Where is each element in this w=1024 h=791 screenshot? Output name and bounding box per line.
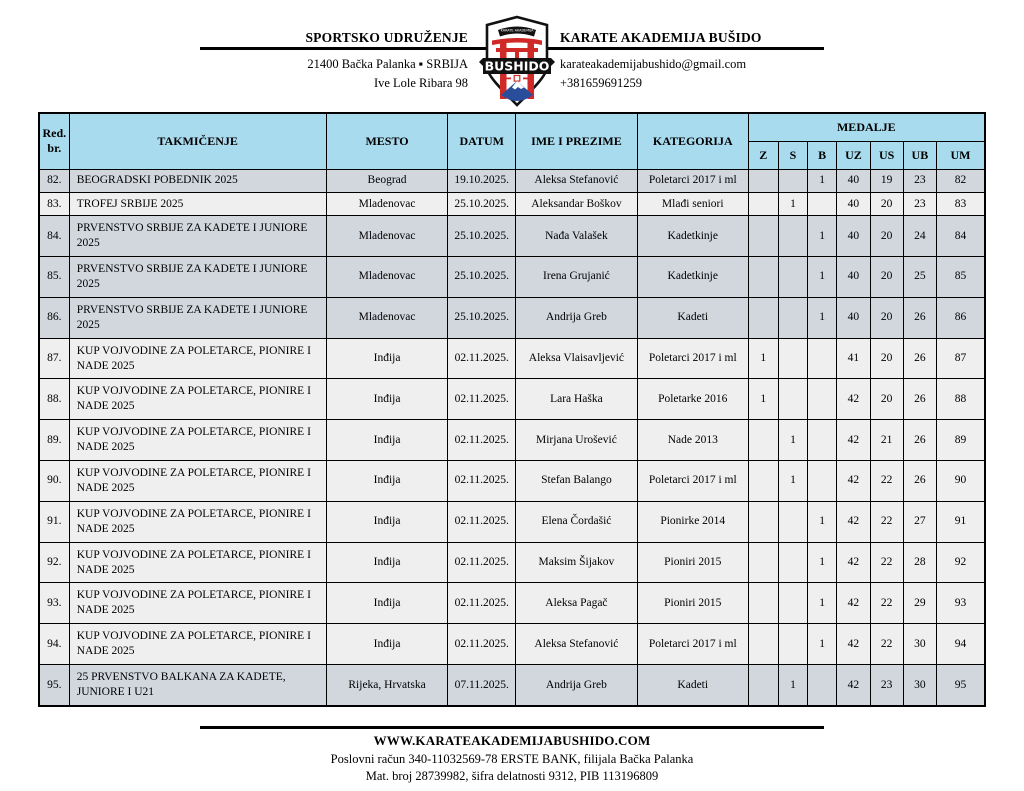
cell-takmicenje: 25 PRVENSTVO BALKANA ZA KADETE, JUNIORE I U21 [69,665,326,706]
cell-ime: Aleksa Pagač [515,583,637,624]
cell-takmicenje: BEOGRADSKI POBEDNIK 2025 [69,169,326,192]
cell-um: 92 [936,542,985,583]
cell-z: 1 [748,338,778,379]
cell-num: 84. [39,216,69,257]
cell-kategorija: Poletarci 2017 i ml [637,338,748,379]
table-row [39,420,985,461]
cell-um: 95 [936,665,985,706]
table-row [39,169,985,192]
cell-datum: 25.10.2025. [448,297,515,338]
org-type-title: SPORTSKO UDRUŽENJE [305,30,468,45]
col-header-mesto: MESTO [326,113,448,169]
cell-kategorija: Kadeti [637,665,748,706]
col-header-kategorija: KATEGORIJA [637,113,748,169]
org-address-line2: Ive Lole Ribara 98 [373,75,468,90]
cell-datum: 19.10.2025. [448,169,515,192]
cell-us: 22 [870,461,903,502]
cell-datum: 02.11.2025. [448,501,515,542]
cell-mesto: Inđija [326,542,448,583]
cell-ub: 26 [903,338,936,379]
cell-z [748,665,778,706]
cell-takmicenje: PRVENSTVO SRBIJE ZA KADETE I JUNIORE 2025 [69,216,326,257]
cell-uz: 40 [837,216,870,257]
cell-s: 1 [778,420,807,461]
cell-kategorija: Kadeti [637,297,748,338]
cell-s [778,542,807,583]
cell-datum: 02.11.2025. [448,338,515,379]
cell-takmicenje: KUP VOJVODINE ZA POLETARCE, PIONIRE I NADE 2025 [69,461,326,502]
cell-num: 95. [39,665,69,706]
cell-z [748,583,778,624]
cell-b: 1 [808,216,837,257]
cell-takmicenje: KUP VOJVODINE ZA POLETARCE, PIONIRE I NADE 2025 [69,379,326,420]
cell-mesto: Rijeka, Hrvatska [326,665,448,706]
results-table-body [39,169,985,706]
cell-uz: 40 [837,192,870,215]
footer-website: WWW.KARATEAKADEMIJABUSHIDO.COM [373,733,651,748]
cell-z [748,297,778,338]
cell-num: 89. [39,420,69,461]
cell-datum: 02.11.2025. [448,461,515,502]
cell-datum: 02.11.2025. [448,542,515,583]
cell-uz: 40 [837,169,870,192]
cell-takmicenje: KUP VOJVODINE ZA POLETARCE, PIONIRE I NADE 2025 [69,624,326,665]
cell-uz: 42 [837,624,870,665]
cell-um: 84 [936,216,985,257]
cell-ime: Nađa Valašek [515,216,637,257]
cell-uz: 42 [837,542,870,583]
cell-kategorija: Kadetkinje [637,216,748,257]
cell-mesto: Inđija [326,420,448,461]
cell-um: 90 [936,461,985,502]
cell-kategorija: Mlađi seniori [637,192,748,215]
col-header-datum: DATUM [448,113,515,169]
logo-banner-text: BUSHIDO [484,58,550,74]
table-row [39,256,985,297]
cell-us: 20 [870,297,903,338]
cell-z [748,624,778,665]
cell-uz: 40 [837,297,870,338]
cell-um: 91 [936,501,985,542]
cell-ub: 23 [903,192,936,215]
letterhead-right [560,30,860,93]
cell-us: 20 [870,338,903,379]
cell-b: 1 [808,501,837,542]
cell-um: 88 [936,379,985,420]
cell-um: 82 [936,169,985,192]
cell-uz: 40 [837,256,870,297]
cell-num: 83. [39,192,69,215]
cell-num: 82. [39,169,69,192]
cell-us: 20 [870,379,903,420]
col-header-us: US [870,141,903,169]
cell-ub: 24 [903,216,936,257]
cell-num: 87. [39,338,69,379]
cell-s [778,624,807,665]
cell-takmicenje: PRVENSTVO SRBIJE ZA KADETE I JUNIORE 2025 [69,256,326,297]
cell-ub: 27 [903,501,936,542]
results-table [38,112,986,707]
cell-s [778,256,807,297]
cell-num: 91. [39,501,69,542]
cell-takmicenje: TROFEJ SRBIJE 2025 [69,192,326,215]
cell-us: 20 [870,216,903,257]
cell-us: 22 [870,542,903,583]
cell-s [778,216,807,257]
table-row [39,461,985,502]
cell-ub: 30 [903,665,936,706]
cell-mesto: Beograd [326,169,448,192]
cell-kategorija: Pioniri 2015 [637,583,748,624]
cell-datum: 25.10.2025. [448,192,515,215]
cell-us: 21 [870,420,903,461]
table-row [39,216,985,257]
cell-mesto: Mladenovac [326,216,448,257]
cell-b: 1 [808,297,837,338]
cell-num: 93. [39,583,69,624]
cell-z [748,461,778,502]
cell-kategorija: Poletarci 2017 i ml [637,461,748,502]
cell-ub: 23 [903,169,936,192]
cell-uz: 42 [837,501,870,542]
cell-mesto: Mladenovac [326,192,448,215]
cell-num: 90. [39,461,69,502]
col-header-b: B [808,141,837,169]
cell-mesto: Inđija [326,583,448,624]
org-address-line1: 21400 Bačka Palanka ▪ SRBIJA [307,57,468,71]
cell-num: 92. [39,542,69,583]
cell-s: 1 [778,461,807,502]
cell-us: 22 [870,624,903,665]
col-header-medalje: MEDALJE [748,113,985,141]
cell-b [808,420,837,461]
cell-mesto: Inđija [326,379,448,420]
cell-s [778,169,807,192]
cell-ime: Stefan Balango [515,461,637,502]
club-name-title: KARATE AKADEMIJA BUŠIDO [560,30,762,45]
cell-ub: 28 [903,542,936,583]
cell-takmicenje: KUP VOJVODINE ZA POLETARCE, PIONIRE I NADE 2025 [69,542,326,583]
col-header-red-br: Red. br. [39,113,69,169]
cell-z [748,420,778,461]
cell-ub: 29 [903,583,936,624]
cell-b [808,461,837,502]
cell-datum: 07.11.2025. [448,665,515,706]
footer-bank-info: Poslovni račun 340-11032569-78 ERSTE BANK, filijala Bačka Palanka [330,752,694,766]
table-row [39,624,985,665]
cell-uz: 42 [837,665,870,706]
col-header-uz: UZ [837,141,870,169]
cell-ime: Mirjana Urošević [515,420,637,461]
col-header-um: UM [936,141,985,169]
cell-um: 87 [936,338,985,379]
cell-ime: Aleksandar Boškov [515,192,637,215]
cell-ub: 26 [903,297,936,338]
cell-datum: 25.10.2025. [448,216,515,257]
cell-uz: 42 [837,420,870,461]
col-header-takmicenje: TAKMIČENJE [69,113,326,169]
club-phone: +381659691259 [560,75,643,90]
cell-us: 22 [870,583,903,624]
letterhead-left [166,30,468,93]
cell-num: 86. [39,297,69,338]
club-logo-icon [477,15,557,109]
cell-us: 19 [870,169,903,192]
cell-takmicenje: KUP VOJVODINE ZA POLETARCE, PIONIRE I NADE 2025 [69,338,326,379]
cell-takmicenje: PRVENSTVO SRBIJE ZA KADETE I JUNIORE 2025 [69,297,326,338]
cell-ime: Elena Čordašić [515,501,637,542]
col-header-s: S [778,141,807,169]
cell-mesto: Inđija [326,461,448,502]
cell-b [808,379,837,420]
cell-us: 20 [870,256,903,297]
cell-ime: Lara Haška [515,379,637,420]
cell-s [778,583,807,624]
cell-uz: 42 [837,461,870,502]
cell-ime: Aleksa Vlaisavljević [515,338,637,379]
cell-s [778,501,807,542]
cell-ub: 25 [903,256,936,297]
cell-s [778,297,807,338]
table-row [39,501,985,542]
cell-s: 1 [778,665,807,706]
cell-ub: 26 [903,461,936,502]
cell-mesto: Inđija [326,624,448,665]
footer-divider [200,726,824,729]
cell-z [748,216,778,257]
cell-ime: Andrija Greb [515,665,637,706]
cell-z [748,192,778,215]
cell-ub: 26 [903,420,936,461]
cell-us: 20 [870,192,903,215]
club-email: karateakademijabushido@gmail.com [560,57,747,71]
bushido-shield-icon [477,15,557,109]
cell-ime: Andrija Greb [515,297,637,338]
cell-kategorija: Poletarke 2016 [637,379,748,420]
cell-us: 22 [870,501,903,542]
cell-num: 88. [39,379,69,420]
cell-datum: 02.11.2025. [448,420,515,461]
cell-um: 85 [936,256,985,297]
cell-datum: 25.10.2025. [448,256,515,297]
cell-datum: 02.11.2025. [448,583,515,624]
cell-uz: 41 [837,338,870,379]
cell-kategorija: Pionirke 2014 [637,501,748,542]
table-row [39,192,985,215]
cell-takmicenje: KUP VOJVODINE ZA POLETARCE, PIONIRE I NADE 2025 [69,420,326,461]
table-row [39,542,985,583]
cell-um: 93 [936,583,985,624]
cell-z [748,169,778,192]
cell-b [808,338,837,379]
col-header-ub: UB [903,141,936,169]
cell-num: 94. [39,624,69,665]
table-row [39,338,985,379]
cell-mesto: Mladenovac [326,297,448,338]
cell-z [748,542,778,583]
cell-um: 89 [936,420,985,461]
cell-z: 1 [748,379,778,420]
cell-b [808,665,837,706]
cell-takmicenje: KUP VOJVODINE ZA POLETARCE, PIONIRE I NADE 2025 [69,583,326,624]
cell-ime: Maksim Šijakov [515,542,637,583]
cell-kategorija: Pioniri 2015 [637,542,748,583]
cell-mesto: Mladenovac [326,256,448,297]
cell-s: 1 [778,192,807,215]
cell-z [748,501,778,542]
cell-kategorija: Poletarci 2017 i ml [637,169,748,192]
cell-kategorija: Poletarci 2017 i ml [637,624,748,665]
cell-kategorija: Kadetkinje [637,256,748,297]
col-header-z: Z [748,141,778,169]
cell-b: 1 [808,256,837,297]
cell-b [808,192,837,215]
cell-uz: 42 [837,583,870,624]
cell-num: 85. [39,256,69,297]
table-row [39,297,985,338]
cell-s [778,338,807,379]
cell-ime: Aleksa Stefanović [515,169,637,192]
cell-b: 1 [808,542,837,583]
cell-um: 94 [936,624,985,665]
footer-registration-info: Mat. broj 28739982, šifra delatnosti 9312, PIB 113196809 [365,769,659,783]
cell-ub: 30 [903,624,936,665]
cell-um: 83 [936,192,985,215]
cell-us: 23 [870,665,903,706]
cell-ime: Aleksa Stefanović [515,624,637,665]
cell-z [748,256,778,297]
cell-s [778,379,807,420]
logo-arc-text: KARATE AKADEMIJA [500,28,534,33]
cell-ub: 26 [903,379,936,420]
cell-b: 1 [808,624,837,665]
results-table-container [38,112,986,707]
cell-um: 86 [936,297,985,338]
cell-kategorija: Nade 2013 [637,420,748,461]
cell-datum: 02.11.2025. [448,379,515,420]
table-row [39,665,985,706]
cell-b: 1 [808,169,837,192]
cell-ime: Irena Grujanić [515,256,637,297]
cell-mesto: Inđija [326,338,448,379]
cell-uz: 42 [837,379,870,420]
cell-datum: 02.11.2025. [448,624,515,665]
col-header-ime-i-prezime: IME I PREZIME [515,113,637,169]
cell-b: 1 [808,583,837,624]
table-row [39,583,985,624]
table-row [39,379,985,420]
cell-mesto: Inđija [326,501,448,542]
cell-takmicenje: KUP VOJVODINE ZA POLETARCE, PIONIRE I NADE 2025 [69,501,326,542]
